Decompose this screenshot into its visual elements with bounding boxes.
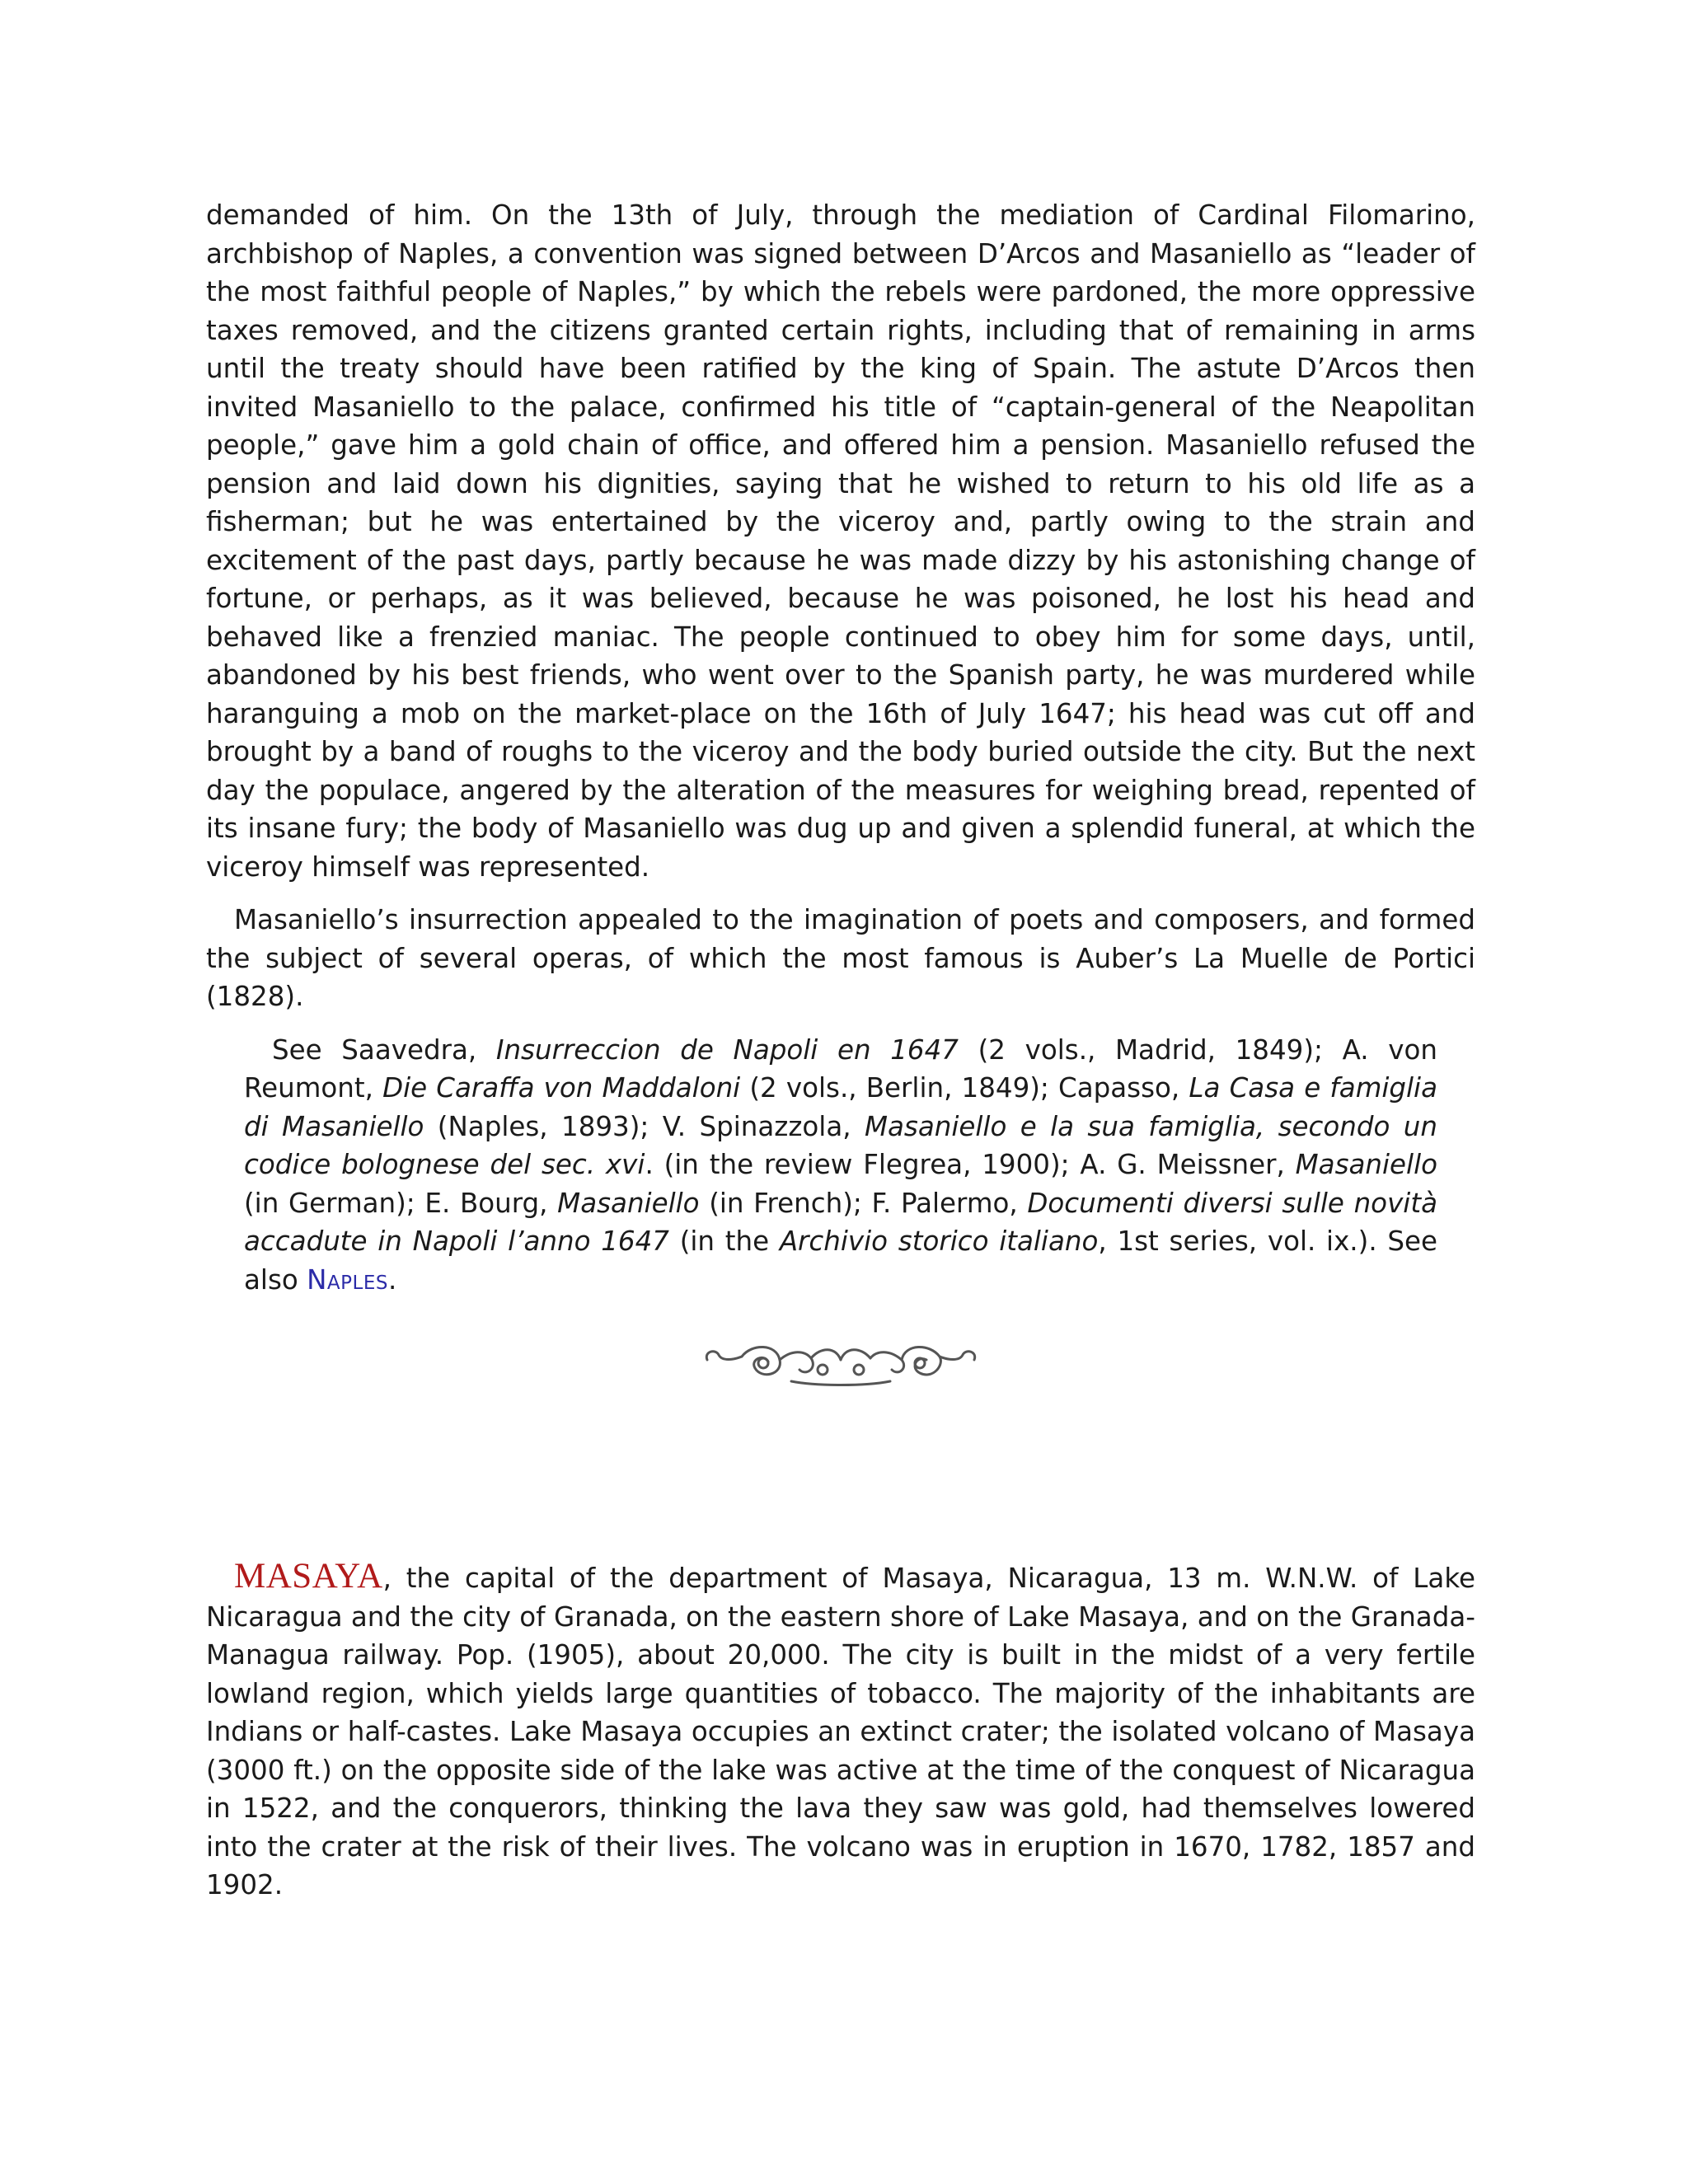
masaya-text: , the capital of the department of Masaya, Nicaragua, 13 m. W.N.W. of Lake Nicaragua and the city of Granada, on the eastern shore of Lake Masaya, and on the Granada-Managua railway. Pop. (1905), about 20,000. The city is built in the midst of a very fertile lowland region, which yields large quantities of tobacco. The majority of the inhabitants are Indians or half-castes. Lake Masaya occupies an extinct crater; the isolated volcano of Masaya (3000 ft.) on the opposite side of the lake was active at the time of the conquest of Nicaragua in 1522, and the conquerors, thinking the lava they saw was gold, had themselves lowered into the crater at the risk of their lives. The volcano was in eruption in 1670, 1782, 1857 and 1902. (206, 1563, 1475, 1900)
ref-title: Archivio storico italiano (779, 1226, 1099, 1257)
masaya-entry (206, 1558, 1475, 1905)
ref-text: , 1st series, vol. ix.). See also (244, 1226, 1438, 1296)
ref-title: Masaniello e la sua famiglia, secondo un codice bolognese del sec. xvi (244, 1110, 1437, 1180)
ref-text: (2 vols., Madrid, 1849); A. von Reumont, (244, 1033, 1437, 1104)
masaya-headword: MASAYA (234, 1557, 383, 1596)
naples-link[interactable]: Naples (307, 1263, 388, 1296)
ref-text: (2 vols., Berlin, 1849); Capasso, (740, 1072, 1189, 1104)
article-page (206, 196, 1475, 1905)
ref-text: (Naples, 1893); V. Spinazzola, (424, 1110, 865, 1142)
section-divider (206, 1335, 1475, 1401)
ref-title: La Casa e famiglia di Masaniello (244, 1072, 1437, 1142)
ref-text: . (387, 1263, 397, 1296)
ref-text: (in French); F. Palermo, (699, 1187, 1028, 1219)
ref-text: See Saavedra, (272, 1033, 496, 1066)
ref-text: . (in the review Flegrea, 1900); A. G. Meissner, (645, 1149, 1296, 1180)
ref-title: Documenti diversi sulle novità accadute in Napoli l’anno 1647 (244, 1187, 1437, 1257)
ref-text: (in German); E. Bourg, (244, 1187, 558, 1219)
ref-title: Die Caraffa von Maddaloni (382, 1072, 741, 1104)
ref-title: Insurreccion de Napoli en 1647 (495, 1033, 959, 1066)
continuation-paragraph: demanded of him. On the 13th of July, through the mediation of Cardinal Filomarino, archbishop of Naples, a convention was signed between D’Arcos and Masaniello as “leader of the most faithful people of Naples,” by which the rebels were pardoned, the more oppressive taxes removed, and the citizens granted certain rights, including that of remaining in arms until the treaty should have been ratified by the king of Spain. The astute D’Arcos then invited Masaniello to the palace, confirmed his title of “captain-general of the Neapolitan people,” gave him a gold chain of office, and offered him a pension. Masaniello refused the pension and laid down his dignities, saying that he wished to return to his old life as a fisherman; but he was entertained by the viceroy and, partly owing to the strain and excitement of the past days, partly because he was made dizzy by his astonishing change of fortune, or perhaps, as it was believed, because he was poisoned, he lost his head and behaved like a frenzied maniac. The people continued to obey him for some days, until, abandoned by his best friends, who went over to the Spanish party, he was murdered while haranguing a mob on the market-place on the 16th of July 1647; his head was cut off and brought by a band of roughs to the viceroy and the body buried outside the city. But the next day the populace, angered by the alteration of the measures for weighing bread, repented of its insane fury; the body of Masaniello was dug up and given a splendid funeral, at which the viceroy himself was represented. (206, 199, 1475, 883)
ref-text: (in the (668, 1226, 780, 1257)
ref-title: Masaniello (1295, 1149, 1437, 1180)
references-paragraph (244, 1031, 1437, 1300)
insurrection-paragraph: Masaniello’s insurrection appealed to the imagination of poets and composers, and formed the subject of several operas, of which the most famous is Auber’s La Muelle de Portici (1828). (206, 904, 1475, 1012)
ref-title: Masaniello (557, 1187, 700, 1219)
scroll-ornament-icon (701, 1335, 981, 1393)
